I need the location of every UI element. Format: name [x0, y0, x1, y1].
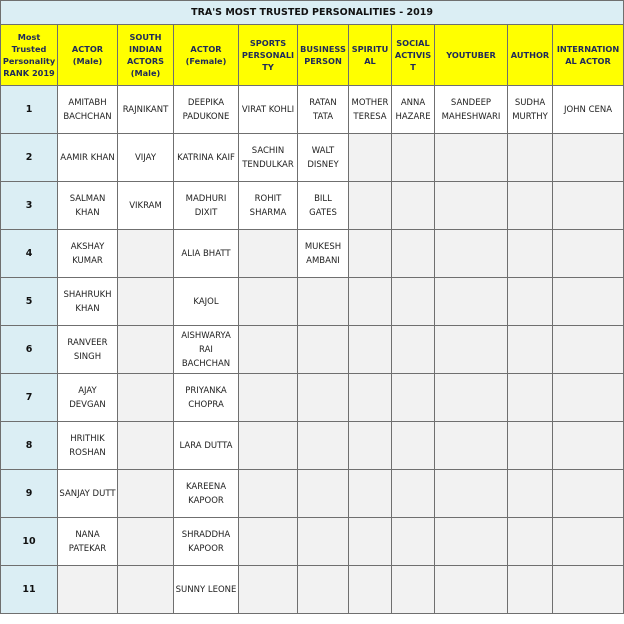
empty-cell: [118, 374, 174, 422]
name-cell: VIRAT KOHLI: [239, 86, 298, 134]
table-row: [1, 566, 624, 614]
empty-cell: [298, 422, 349, 470]
empty-cell: [349, 470, 392, 518]
table-row: [1, 326, 624, 374]
name-cell: HRITHIK ROSHAN: [58, 422, 118, 470]
empty-cell: [298, 518, 349, 566]
name-cell: SACHIN TENDULKAR: [239, 134, 298, 182]
empty-cell: [508, 326, 553, 374]
empty-cell: [508, 230, 553, 278]
name-cell: WALT DISNEY: [298, 134, 349, 182]
header-spiritual: SPIRITUAL: [349, 25, 392, 86]
rank-cell: 5: [1, 278, 58, 326]
empty-cell: [553, 278, 624, 326]
empty-cell: [553, 230, 624, 278]
header-social-activist: SOCIAL ACTIVIST: [392, 25, 435, 86]
header-author: AUTHOR: [508, 25, 553, 86]
header-international-actor: INTERNATIONAL ACTOR: [553, 25, 624, 86]
empty-cell: [298, 566, 349, 614]
rank-cell: 8: [1, 422, 58, 470]
name-cell: AISHWARYA RAI BACHCHAN: [174, 326, 239, 374]
header-youtuber: YOUTUBER: [435, 25, 508, 86]
empty-cell: [298, 470, 349, 518]
table-row: [1, 470, 624, 518]
empty-cell: [392, 278, 435, 326]
empty-cell: [118, 326, 174, 374]
empty-cell: [349, 566, 392, 614]
name-cell: MOTHER TERESA: [349, 86, 392, 134]
empty-cell: [553, 374, 624, 422]
empty-cell: [349, 278, 392, 326]
name-cell: MADHURI DIXIT: [174, 182, 239, 230]
empty-cell: [508, 518, 553, 566]
empty-cell: [239, 566, 298, 614]
name-cell: SHRADDHA KAPOOR: [174, 518, 239, 566]
empty-cell: [239, 518, 298, 566]
empty-cell: [349, 422, 392, 470]
name-cell: AMITABH BACHCHAN: [58, 86, 118, 134]
name-cell: LARA DUTTA: [174, 422, 239, 470]
name-cell: SALMAN KHAN: [58, 182, 118, 230]
name-cell: DEEPIKA PADUKONE: [174, 86, 239, 134]
name-cell: ALIA BHATT: [174, 230, 239, 278]
empty-cell: [118, 470, 174, 518]
table-row: [1, 422, 624, 470]
name-cell: AJAY DEVGAN: [58, 374, 118, 422]
empty-cell: [239, 422, 298, 470]
empty-cell: [239, 470, 298, 518]
name-cell: RANVEER SINGH: [58, 326, 118, 374]
table-row: [1, 230, 624, 278]
empty-cell: [508, 470, 553, 518]
name-cell: ROHIT SHARMA: [239, 182, 298, 230]
empty-cell: [553, 182, 624, 230]
name-cell: SUDHA MURTHY: [508, 86, 553, 134]
empty-cell: [553, 566, 624, 614]
table-row: [1, 278, 624, 326]
empty-cell: [435, 422, 508, 470]
table-row: [1, 86, 624, 134]
empty-cell: [392, 326, 435, 374]
empty-cell: [392, 182, 435, 230]
empty-cell: [349, 326, 392, 374]
rank-cell: 6: [1, 326, 58, 374]
empty-cell: [435, 566, 508, 614]
empty-cell: [349, 374, 392, 422]
name-cell: ANNA HAZARE: [392, 86, 435, 134]
empty-cell: [118, 278, 174, 326]
table-row: [1, 134, 624, 182]
empty-cell: [435, 470, 508, 518]
empty-cell: [392, 374, 435, 422]
empty-cell: [435, 518, 508, 566]
name-cell: SANDEEP MAHESHWARI: [435, 86, 508, 134]
name-cell: KAJOL: [174, 278, 239, 326]
table-row: [1, 182, 624, 230]
empty-cell: [239, 326, 298, 374]
empty-cell: [435, 134, 508, 182]
empty-cell: [118, 422, 174, 470]
rank-cell: 7: [1, 374, 58, 422]
empty-cell: [435, 278, 508, 326]
table-title: TRA'S MOST TRUSTED PERSONALITIES - 2019: [1, 1, 624, 25]
name-cell: JOHN CENA: [553, 86, 624, 134]
empty-cell: [239, 230, 298, 278]
name-cell: RATAN TATA: [298, 86, 349, 134]
empty-cell: [392, 566, 435, 614]
empty-cell: [553, 518, 624, 566]
rank-cell: 11: [1, 566, 58, 614]
name-cell: AAMIR KHAN: [58, 134, 118, 182]
empty-cell: [392, 230, 435, 278]
empty-cell: [349, 230, 392, 278]
empty-cell: [508, 566, 553, 614]
header-rank: Most Trusted Personality RANK 2019: [1, 25, 58, 86]
table-row: [1, 518, 624, 566]
rank-cell: 9: [1, 470, 58, 518]
header-business-person: BUSINESS PERSON: [298, 25, 349, 86]
empty-cell: [298, 326, 349, 374]
header-south-indian-actors: SOUTH INDIAN ACTORS (Male): [118, 25, 174, 86]
empty-cell: [239, 374, 298, 422]
name-cell: BILL GATES: [298, 182, 349, 230]
empty-cell: [118, 518, 174, 566]
empty-cell: [392, 518, 435, 566]
empty-cell: [118, 230, 174, 278]
name-cell: SHAHRUKH KHAN: [58, 278, 118, 326]
empty-cell: [392, 134, 435, 182]
empty-cell: [508, 278, 553, 326]
header-sports-personality: SPORTS PERSONALITY: [239, 25, 298, 86]
name-cell: AKSHAY KUMAR: [58, 230, 118, 278]
name-cell: VIJAY: [118, 134, 174, 182]
empty-cell: [508, 422, 553, 470]
name-cell: KATRINA KAIF: [174, 134, 239, 182]
rank-cell: 1: [1, 86, 58, 134]
empty-cell: [508, 182, 553, 230]
name-cell: SUNNY LEONE: [174, 566, 239, 614]
name-cell: PRIYANKA CHOPRA: [174, 374, 239, 422]
empty-cell: [553, 326, 624, 374]
title-row: [1, 1, 624, 25]
empty-cell: [392, 470, 435, 518]
empty-cell: [58, 566, 118, 614]
empty-cell: [349, 134, 392, 182]
rank-cell: 4: [1, 230, 58, 278]
empty-cell: [349, 182, 392, 230]
empty-cell: [553, 470, 624, 518]
name-cell: VIKRAM: [118, 182, 174, 230]
empty-cell: [298, 374, 349, 422]
table-row: [1, 374, 624, 422]
header-actor-female: ACTOR (Female): [174, 25, 239, 86]
empty-cell: [435, 374, 508, 422]
empty-cell: [298, 278, 349, 326]
empty-cell: [435, 182, 508, 230]
empty-cell: [508, 374, 553, 422]
rank-cell: 10: [1, 518, 58, 566]
empty-cell: [349, 518, 392, 566]
name-cell: NANA PATEKAR: [58, 518, 118, 566]
name-cell: MUKESH AMBANI: [298, 230, 349, 278]
empty-cell: [553, 134, 624, 182]
rank-cell: 3: [1, 182, 58, 230]
name-cell: RAJNIKANT: [118, 86, 174, 134]
empty-cell: [239, 278, 298, 326]
name-cell: KAREENA KAPOOR: [174, 470, 239, 518]
empty-cell: [392, 422, 435, 470]
rank-cell: 2: [1, 134, 58, 182]
header-actor-male: ACTOR (Male): [58, 25, 118, 86]
header-row: [1, 25, 624, 86]
empty-cell: [435, 230, 508, 278]
empty-cell: [118, 566, 174, 614]
empty-cell: [435, 326, 508, 374]
empty-cell: [508, 134, 553, 182]
name-cell: SANJAY DUTT: [58, 470, 118, 518]
empty-cell: [553, 422, 624, 470]
